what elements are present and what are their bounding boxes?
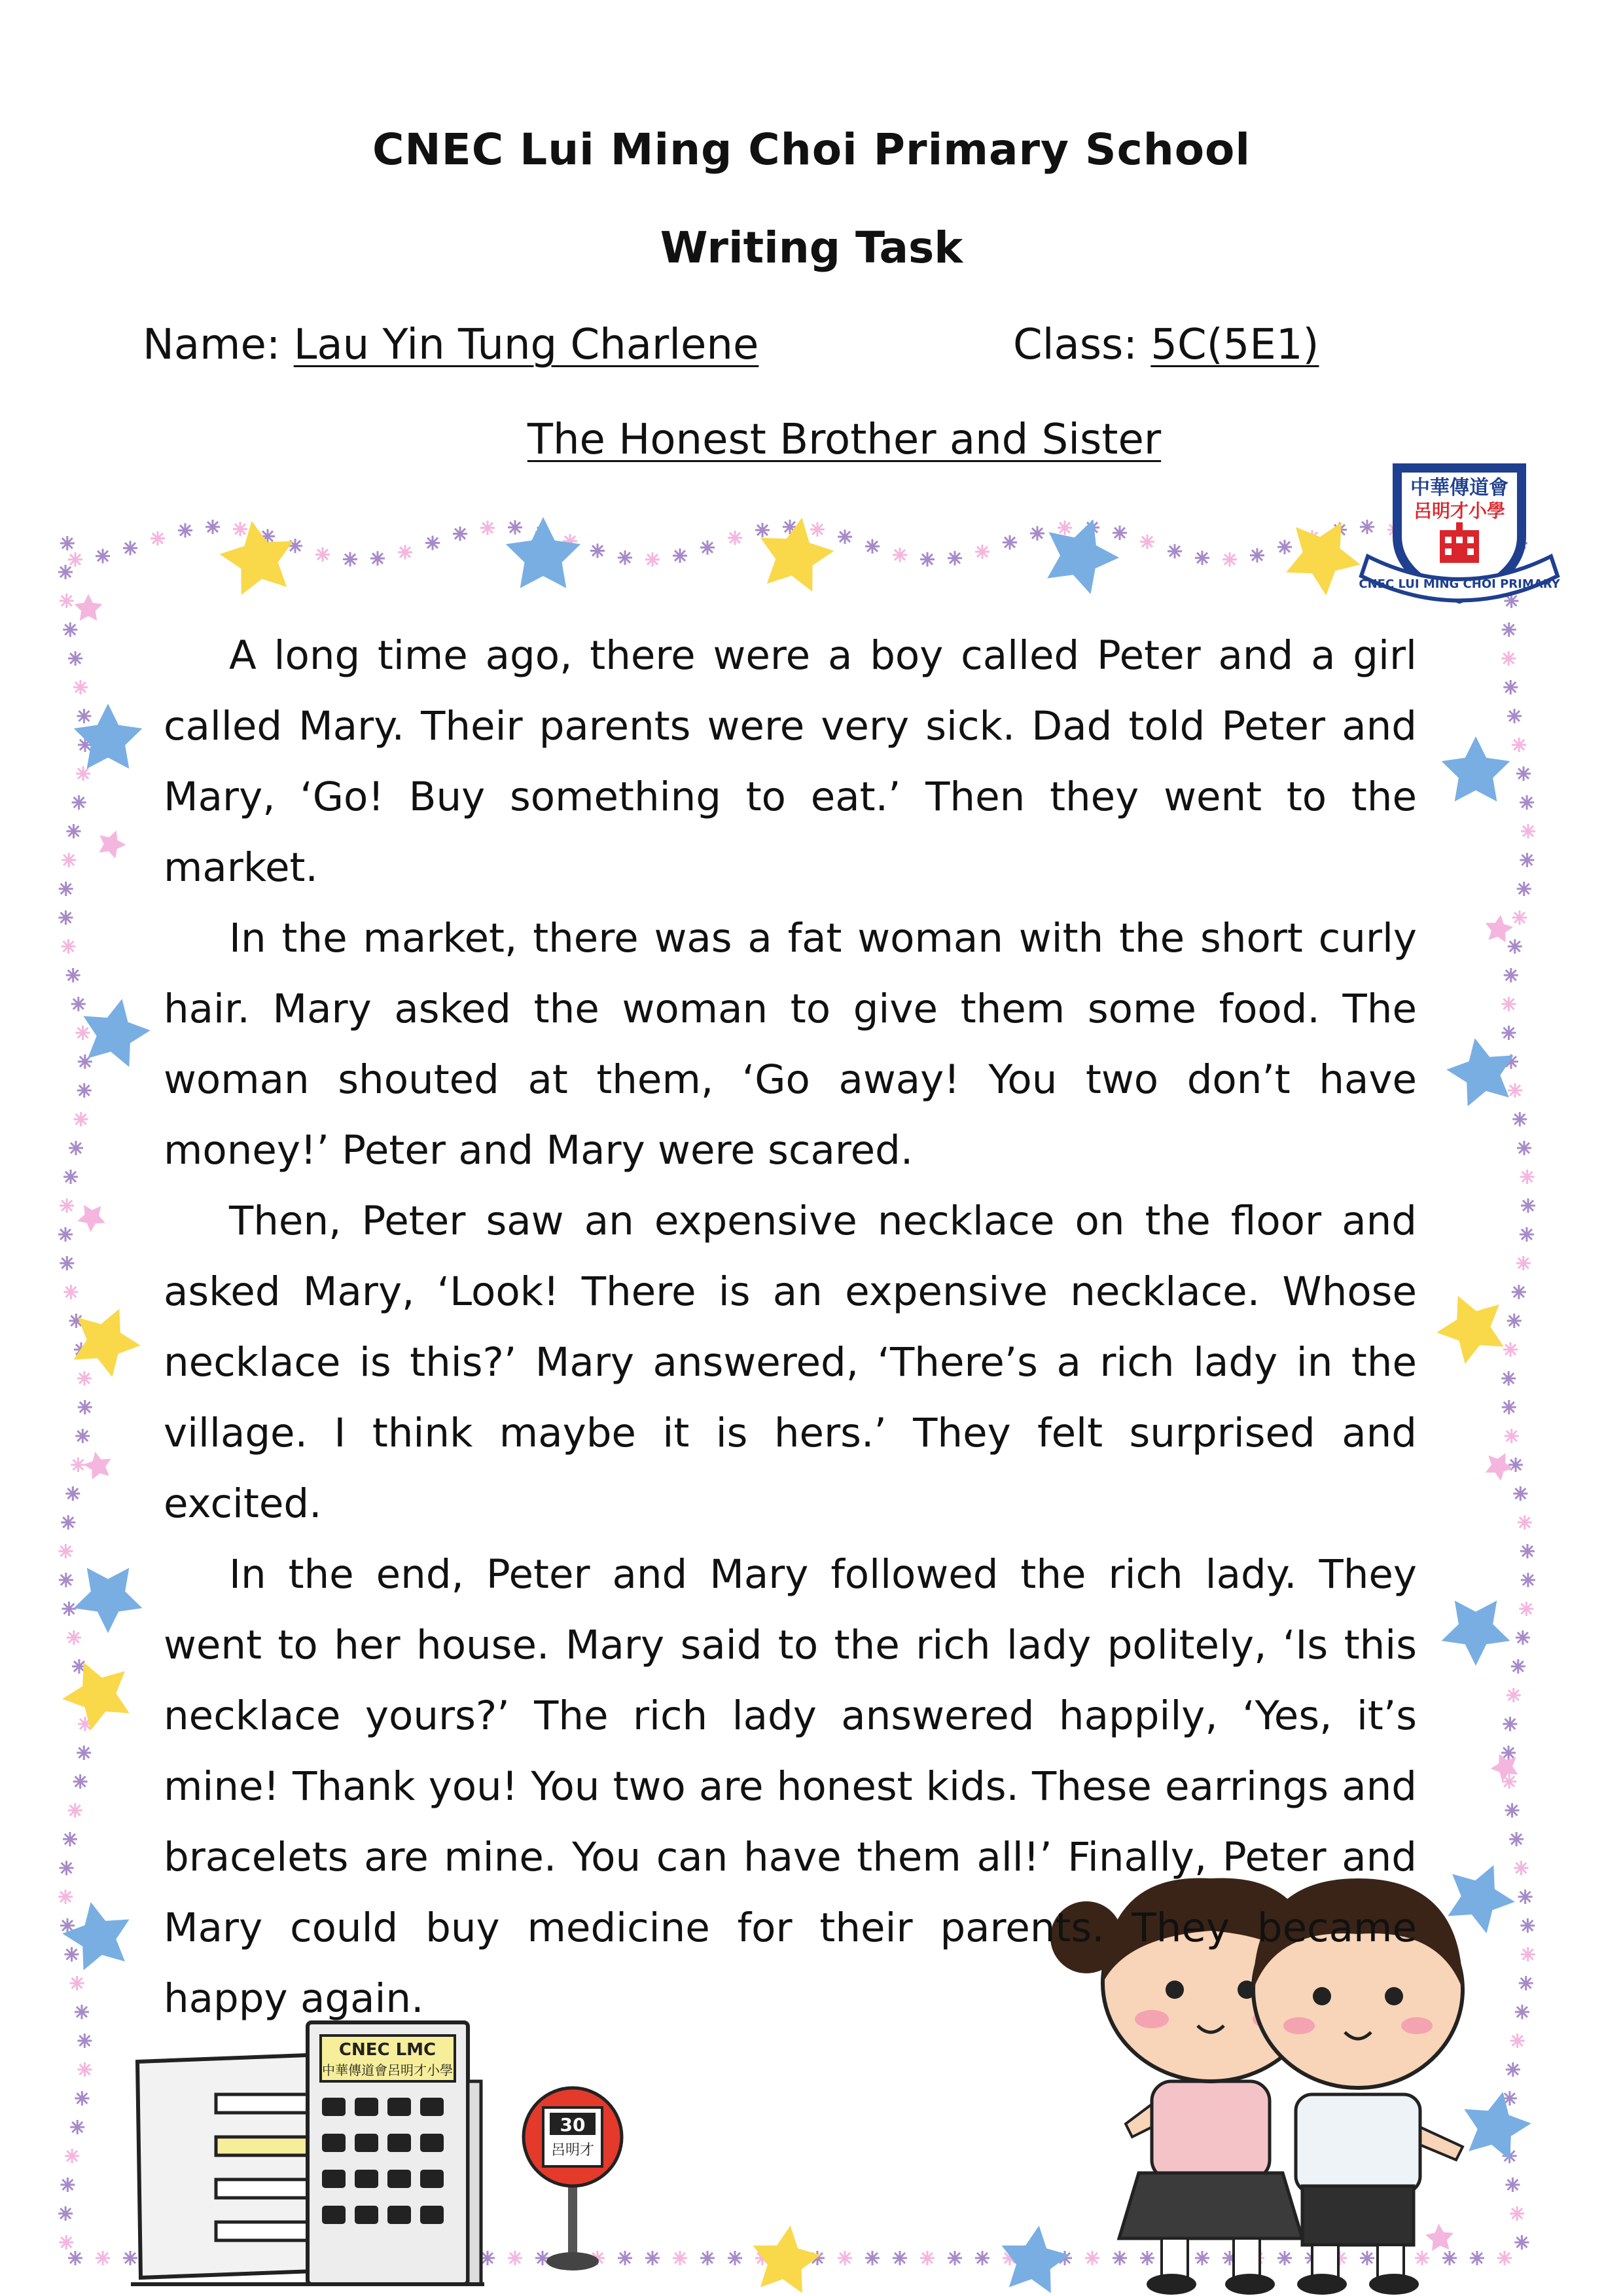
sparkle-icon	[62, 1602, 76, 1616]
class-value: 5C(5E1)	[1150, 321, 1319, 369]
sparkle-icon	[618, 2251, 632, 2265]
decorative-star-icon	[1484, 913, 1516, 945]
sparkle-icon	[151, 531, 165, 546]
sparkle-icon	[1277, 540, 1292, 554]
building-window	[420, 2134, 444, 2152]
sparkle-icon	[65, 2149, 79, 2163]
sparkle-icon	[343, 552, 357, 566]
bus-stop-sign	[524, 2088, 622, 2270]
story-paragraph: A long time ago, there were a boy called Peter and a girl called Mary. Their parents were very sick. Dad told Peter and Mary, ‘Go! Buy something to eat.’ Then they went to the market.	[164, 632, 1417, 891]
sparkle-icon	[370, 551, 385, 565]
story-paragraph: In the market, there was a fat woman with the short curly hair. Mary asked the woman to give them some food. The woman shouted at them, ‘Go away! You two don’t have money!’ Peter and Mary were scared.	[164, 915, 1417, 1174]
sparkle-icon	[1508, 1083, 1522, 1098]
decorative-star-icon	[215, 514, 300, 598]
decorative-star-icon	[94, 826, 130, 861]
sparkle-icon	[838, 529, 852, 544]
sparkle-icon	[1511, 1659, 1525, 1674]
decorative-star-icon	[73, 1197, 112, 1236]
sparkle-icon	[1195, 550, 1209, 565]
sparkle-icon	[1517, 882, 1531, 896]
class-label: Class:	[1013, 321, 1137, 369]
sparkle-icon	[60, 594, 74, 608]
sparkle-icon	[72, 795, 86, 810]
building-window	[355, 2098, 378, 2116]
sparkle-icon	[425, 536, 440, 550]
sparkle-icon	[1502, 622, 1516, 637]
sparkle-icon	[728, 2251, 742, 2265]
sparkle-icon	[62, 853, 76, 867]
decorative-star-icon	[753, 511, 838, 594]
sparkle-icon	[78, 2062, 92, 2077]
sparkle-icon	[58, 2206, 73, 2221]
sparkle-icon	[865, 539, 880, 554]
sparkle-icon	[1518, 1890, 1533, 1904]
sparkle-icon	[68, 2251, 82, 2265]
sparkle-icon	[1508, 1458, 1523, 1472]
name-value: Lau Yin Tung Charlene	[293, 321, 759, 369]
sparkle-icon	[77, 1371, 92, 1386]
sparkle-icon	[1514, 1861, 1528, 1875]
sparkle-icon	[77, 2034, 92, 2048]
building-window	[420, 2206, 444, 2224]
bus-stop-name: 呂明才	[550, 2142, 595, 2159]
building-window	[387, 2206, 411, 2224]
sparkle-icon	[755, 523, 770, 537]
sparkle-icon	[645, 2251, 660, 2265]
sparkle-icon	[1113, 2251, 1127, 2265]
sparkle-icon	[1520, 1227, 1534, 1242]
sparkle-icon	[975, 2251, 990, 2265]
story-body	[164, 620, 1417, 2034]
sparkle-icon	[1517, 1141, 1531, 1155]
sparkle-icon	[1512, 910, 1527, 925]
sparkle-icon	[59, 1573, 73, 1587]
building-window	[420, 2170, 444, 2188]
sparkle-icon	[893, 548, 907, 562]
story-paragraph: In the end, Peter and Mary followed the rich lady. They went to her house. Mary said to the rich lady politely, ‘Is this necklace yours?’ The rich lady answered happily, ‘Yes, it’s mine! Thank you! You two are honest kids. These earrings and bracelets are mine. You can have them all!’ Finally, Peter and Mary could buy medicine for their parents. They became happy again.	[164, 1551, 1417, 2022]
sparkle-icon	[838, 2251, 852, 2265]
sparkle-icon	[68, 651, 82, 666]
sparkle-icon	[62, 939, 76, 954]
decorative-star-icon	[75, 992, 156, 1069]
sparkle-icon	[1503, 1342, 1518, 1357]
sparkle-icon	[1519, 1602, 1533, 1616]
decorative-star-icon	[1442, 736, 1510, 802]
sparkle-icon	[233, 522, 247, 536]
sparkle-icon	[59, 882, 73, 896]
school-building-illustration	[131, 2022, 484, 2284]
sparkle-icon	[1505, 1803, 1520, 1818]
sparkle-icon	[73, 1774, 88, 1789]
sparkle-icon	[73, 680, 88, 694]
sparkle-icon	[96, 2251, 110, 2265]
sparkle-icon	[1505, 2178, 1520, 2192]
sparkle-icon	[920, 2251, 935, 2265]
sparkle-icon	[480, 521, 495, 535]
sparkle-icon	[728, 531, 742, 545]
sparkle-icon	[590, 543, 605, 558]
building-window	[322, 2206, 346, 2224]
sparkle-icon	[65, 1947, 79, 1962]
sparkle-icon	[70, 1976, 84, 1990]
sparkle-icon	[1250, 548, 1264, 562]
decorative-star-icon	[1427, 1282, 1516, 1369]
sparkle-icon	[75, 2005, 89, 2019]
school-name: CNEC Lui Ming Choi Primary School	[372, 124, 1251, 175]
sparkle-icon	[66, 968, 80, 982]
sparkle-icon	[1415, 2251, 1429, 2265]
logo-middle-text: 呂明才小學	[1413, 500, 1506, 522]
sparkle-icon	[67, 824, 81, 838]
building-window	[322, 2170, 346, 2188]
sparkle-icon	[1520, 795, 1534, 810]
building-window	[387, 2170, 411, 2188]
sparkle-icon	[1512, 738, 1526, 752]
decorative-star-icon	[1427, 1581, 1520, 1674]
sparkle-icon	[58, 1890, 73, 1904]
sparkle-icon	[65, 1486, 80, 1501]
building-window	[355, 2134, 378, 2152]
sparkle-icon	[1520, 853, 1534, 867]
sparkle-icon	[63, 622, 77, 637]
sparkle-icon	[1501, 1371, 1516, 1386]
sparkle-icon	[508, 2251, 522, 2265]
sparkle-icon	[673, 2251, 687, 2265]
sparkle-icon	[178, 523, 192, 537]
sparkle-icon	[67, 1630, 81, 1645]
sparkle-icon	[1521, 824, 1535, 838]
sparkle-icon	[76, 766, 90, 781]
sparkle-icon	[1113, 526, 1127, 540]
sparkle-icon	[453, 527, 467, 541]
sparkle-icon	[1516, 1630, 1530, 1645]
sparkle-icon	[1507, 1688, 1521, 1702]
sparkle-icon	[1507, 709, 1522, 723]
sparkle-icon	[1520, 1544, 1535, 1558]
sparkle-icon	[1222, 552, 1237, 567]
sparkle-icon	[77, 1083, 92, 1098]
sparkle-icon	[1508, 939, 1522, 954]
sparkle-icon	[1515, 2005, 1529, 2019]
sparkle-icon	[123, 541, 137, 555]
sparkle-icon	[63, 1832, 77, 1846]
sparkle-icon	[1501, 651, 1516, 666]
sparkle-icon	[1505, 1429, 1519, 1443]
sparkle-icon	[398, 545, 412, 560]
sparkle-icon	[58, 910, 73, 925]
sparkle-icon	[70, 2120, 84, 2134]
sparkle-icon	[1195, 2251, 1209, 2265]
sparkle-icon	[60, 1861, 74, 1875]
sparkle-icon	[75, 2091, 89, 2106]
sparkle-icon	[78, 1400, 92, 1414]
sparkle-icon	[1512, 1112, 1527, 1126]
sparkle-icon	[618, 550, 632, 565]
sparkle-icon	[77, 1746, 91, 1760]
building-window	[322, 2134, 346, 2152]
sparkle-icon	[58, 1227, 73, 1242]
sparkle-icon	[1168, 544, 1182, 558]
sparkle-icon	[645, 552, 660, 567]
sparkle-icon	[1140, 2251, 1154, 2265]
sparkle-icon	[1520, 1918, 1535, 1933]
sparkle-icon	[1503, 1717, 1517, 1731]
sparkle-icon	[1513, 1486, 1527, 1501]
sparkle-icon	[1497, 2251, 1512, 2265]
sparkle-icon	[315, 547, 330, 562]
sparkle-icon	[700, 541, 715, 555]
story-paragraph: Then, Peter saw an expensive necklace on the floor and asked Mary, ‘Look! There is an expensive necklace. Whose necklace is this?’ Mary answered, ‘There’s a rich lady in the village. I think maybe it is hers.’ They felt surprised and excited.	[164, 1198, 1417, 1527]
sparkle-icon	[508, 520, 522, 535]
sparkle-icon	[288, 539, 302, 553]
sparkle-icon	[69, 1141, 83, 1155]
decorative-star-icon	[63, 1548, 156, 1641]
sparkle-icon	[865, 2251, 880, 2265]
sparkle-icon	[58, 565, 73, 579]
sparkle-icon	[1514, 2235, 1529, 2250]
sparkle-icon	[1506, 2062, 1520, 2077]
bus-route-number: 30	[560, 2114, 586, 2136]
sparkle-icon	[1470, 2251, 1484, 2265]
building-window	[355, 2206, 378, 2224]
sparkle-icon	[1521, 1573, 1535, 1587]
sparkle-icon	[1360, 520, 1374, 534]
sparkle-icon	[1003, 535, 1017, 550]
building-window	[322, 2098, 346, 2116]
sparkle-icon	[1501, 997, 1516, 1011]
decorative-star-icon	[75, 594, 103, 621]
building-window	[355, 2170, 378, 2188]
sparkle-icon	[71, 997, 86, 1011]
sparkle-icon	[1277, 2251, 1292, 2265]
sparkle-icon	[76, 1026, 90, 1040]
decorative-star-icon	[1441, 1031, 1522, 1109]
sparkle-icon	[810, 522, 825, 537]
sparkle-icon	[75, 1429, 90, 1443]
sparkle-icon	[60, 536, 75, 550]
sparkle-icon	[60, 1256, 74, 1270]
sparkle-icon	[893, 2251, 907, 2265]
sparkle-icon	[1507, 1314, 1522, 1328]
sparkle-icon	[77, 709, 91, 723]
sparkle-icon	[1504, 968, 1518, 982]
sparkle-icon	[96, 549, 110, 564]
sparkle-icon	[1509, 1832, 1524, 1846]
sparkle-icon	[1510, 2034, 1525, 2048]
story-title: The Honest Brother and Sister	[527, 416, 1162, 464]
sparkle-icon	[68, 552, 82, 567]
sparkle-icon	[673, 548, 687, 563]
sparkle-icon	[1512, 1285, 1526, 1299]
task-title: Writing Task	[660, 223, 963, 273]
sparkle-icon	[123, 2251, 137, 2265]
sparkle-icon	[1058, 520, 1072, 535]
sparkle-icon	[1503, 680, 1518, 694]
sparkle-icon	[700, 2251, 715, 2265]
sparkle-icon	[1521, 1198, 1535, 1213]
logo-top-text: 中華傳道會	[1410, 476, 1508, 499]
building-window	[420, 2098, 444, 2116]
decorative-star-icon	[1034, 507, 1128, 599]
sparkle-icon	[1519, 1976, 1533, 1990]
sparkle-icon	[1510, 2206, 1524, 2221]
name-label: Name:	[143, 321, 281, 369]
sparkle-icon	[1521, 1947, 1535, 1962]
sparkle-icon	[1501, 1026, 1516, 1040]
sparkle-icon	[948, 551, 962, 565]
sparkle-icon	[1140, 535, 1154, 549]
sparkle-icon	[68, 1803, 82, 1818]
sparkle-icon	[60, 2178, 75, 2192]
sparkle-icon	[61, 1515, 75, 1530]
sparkle-icon	[63, 1170, 78, 1184]
building-window	[387, 2098, 411, 2116]
decorative-star-icon	[1447, 2079, 1538, 2171]
decorative-star-icon	[1484, 1450, 1516, 1482]
sparkle-icon	[1442, 2251, 1457, 2265]
logo-ribbon-text: CNEC LUI MING CHOI PRIMARY	[1359, 577, 1560, 591]
sparkle-icon	[59, 2235, 73, 2250]
sparkle-icon	[1360, 2251, 1374, 2265]
sparkle-icon	[63, 1285, 78, 1299]
building-sign-line2: 中華傳道會呂明才小學	[322, 2062, 453, 2078]
sparkle-icon	[1030, 526, 1044, 541]
sparkle-icon	[1085, 2251, 1099, 2265]
sparkle-icon	[1518, 1515, 1532, 1530]
sparkle-icon	[71, 1458, 85, 1472]
building-window	[387, 2134, 411, 2152]
sparkle-icon	[58, 1544, 73, 1558]
sparkle-icon	[60, 1198, 74, 1213]
sparkle-icon	[74, 1112, 88, 1126]
sparkle-icon	[1516, 766, 1531, 781]
sparkle-icon	[1520, 1170, 1535, 1184]
sparkle-icon	[975, 545, 990, 559]
decorative-star-icon	[62, 1295, 151, 1382]
sparkle-icon	[920, 552, 935, 567]
sparkle-icon	[948, 2251, 962, 2265]
sparkle-icon	[1516, 1256, 1531, 1270]
decorative-star-icon	[54, 1645, 148, 1740]
decorative-star-icon	[81, 1446, 118, 1484]
sparkle-icon	[1502, 1400, 1516, 1414]
decorative-star-icon	[56, 1890, 147, 1981]
building-sign-line1: CNEC LMC	[338, 2040, 437, 2060]
sparkle-icon	[205, 520, 220, 534]
